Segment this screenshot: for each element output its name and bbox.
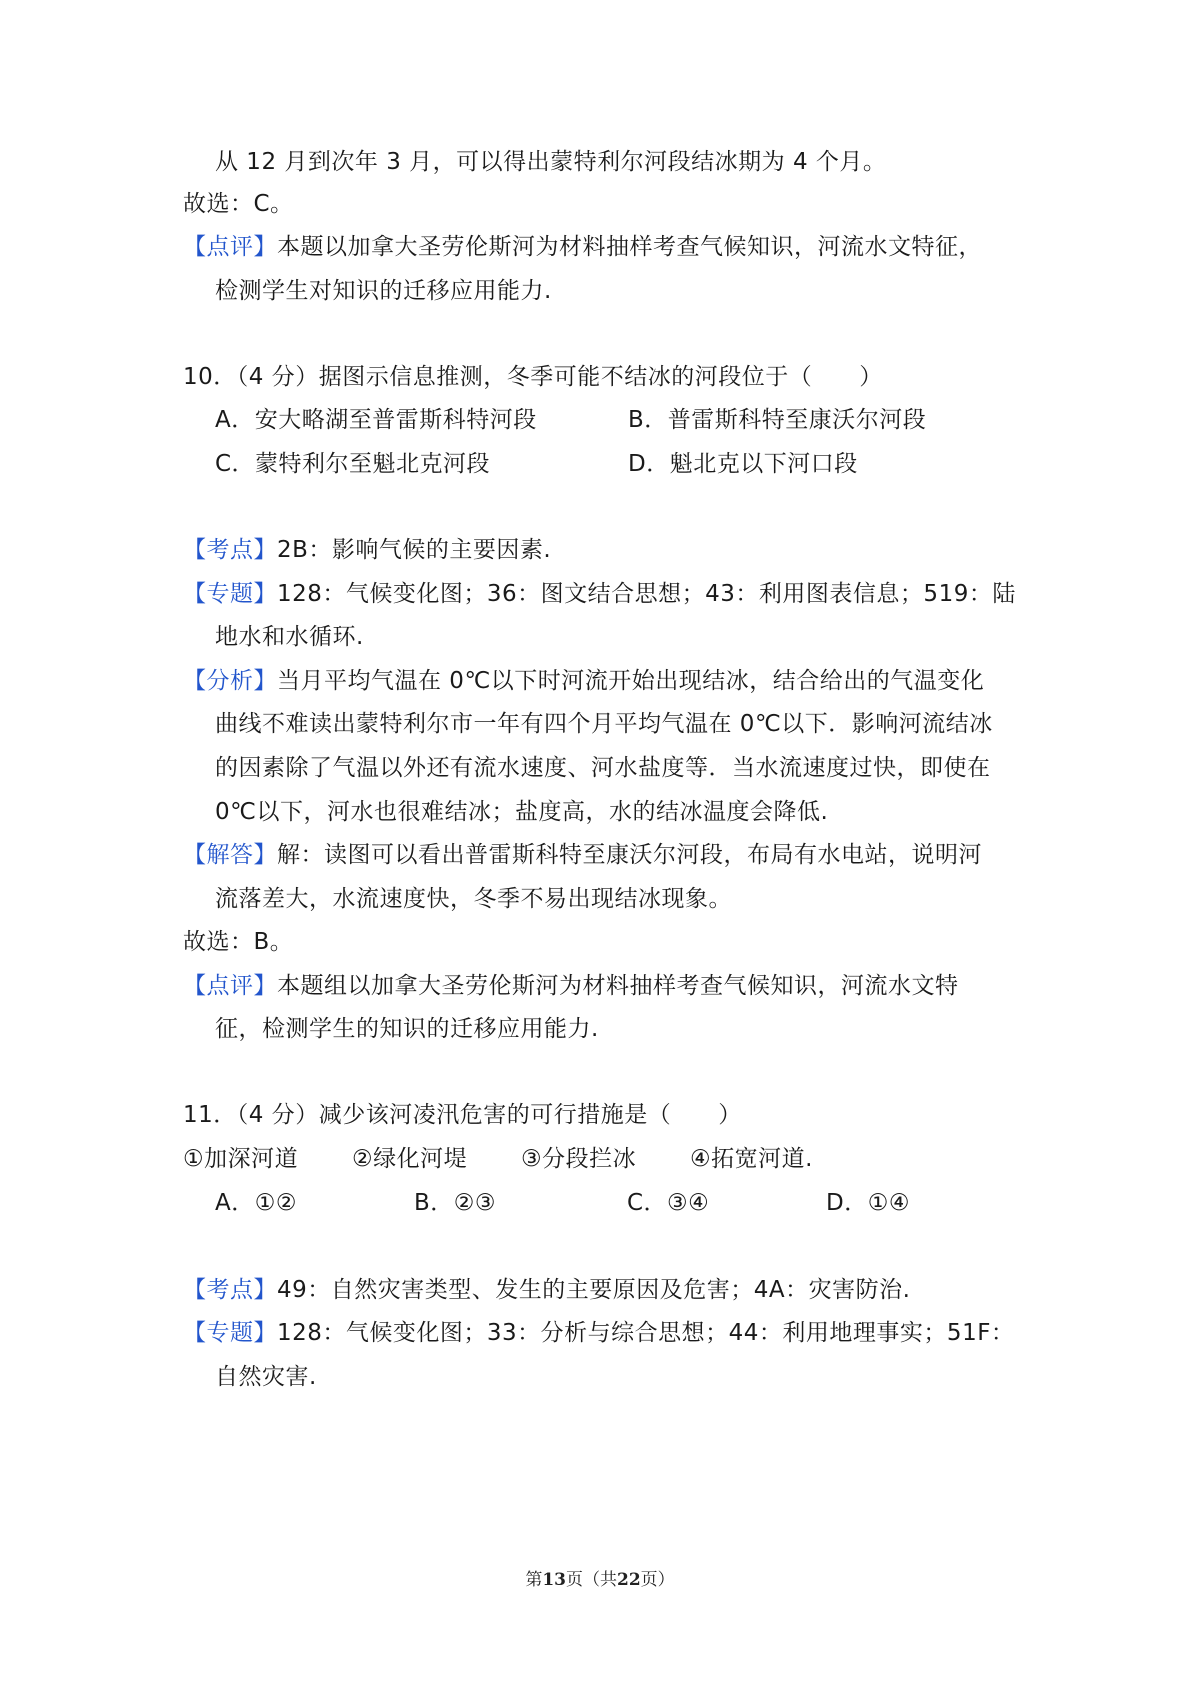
kaodian-text: 2B：影响气候的主要因素. [277, 537, 552, 563]
q10-option-c: C．蒙特利尔至魁北克河段 [215, 451, 491, 477]
q9-analysis-end: 从 12 月到次年 3 月，可以得出蒙特利尔河段结冰期为 4 个月。 [215, 149, 887, 175]
q9-comment-cont: 检测学生对知识的迁移应用能力. [215, 278, 552, 304]
kaodian-text: 49：自然灾害类型、发生的主要原因及危害；4A：灾害防治. [277, 1277, 911, 1303]
q10-zhuanti [183, 579, 1016, 609]
q10-fenxi-l4: 0℃以下，河水也很难结冰；盐度高，水的结冰温度会降低. [215, 799, 829, 825]
comment-text: 本题以加拿大圣劳伦斯河为材料抽样考查气候知识，河流水文特征， [277, 234, 982, 260]
q11-measure-3: ③分段拦冰 [521, 1146, 637, 1172]
q10-stem: 10．（4 分）据图示信息推测，冬季可能不结冰的河段位于（ ） [183, 364, 883, 390]
q10-jieda [183, 840, 982, 870]
footer-middle: 页（共 [566, 1570, 617, 1590]
q11-measure-2: ②绿化河堤 [352, 1146, 468, 1172]
comment-tag: 【点评】 [183, 234, 277, 260]
fenxi-tag: 【分析】 [183, 668, 277, 694]
q9-comment [183, 232, 982, 262]
q10-option-b: B．普雷斯科特至康沃尔河段 [628, 407, 927, 433]
q11-stem: 11．（4 分）减少该河凌汛危害的可行措施是（ ） [183, 1102, 742, 1128]
page-footer [0, 1565, 1200, 1590]
page-number: 13 [542, 1570, 566, 1590]
q10-answer: 故选：B。 [183, 929, 294, 955]
q10-option-d: D．魁北克以下河口段 [628, 451, 858, 477]
total-pages: 22 [617, 1570, 641, 1590]
jieda-tag: 【解答】 [183, 842, 277, 868]
q10-jieda-l2: 流落差大，水流速度快，冬季不易出现结冰现象。 [215, 886, 732, 912]
q10-kaodian [183, 535, 551, 565]
dianping-text: 本题组以加拿大圣劳伦斯河为材料抽样考查气候知识，河流水文特 [277, 973, 959, 999]
q10-fenxi [183, 666, 984, 696]
q9-answer: 故选：C。 [183, 191, 294, 217]
q10-dianping [183, 971, 959, 1001]
q10-fenxi-l2: 曲线不难读出蒙特利尔市一年有四个月平均气温在 0℃以下．影响河流结冰 [215, 711, 993, 737]
q11-kaodian [183, 1275, 910, 1305]
q10-dianping-l2: 征，检测学生的知识的迁移应用能力. [215, 1016, 599, 1042]
q11-measure-4: ④拓宽河道. [690, 1146, 813, 1172]
kaodian-tag: 【考点】 [183, 1277, 277, 1303]
q11-option-a: A．①② [215, 1190, 297, 1216]
q10-option-a: A．安大略湖至普雷斯科特河段 [215, 407, 537, 433]
q10-fenxi-l3: 的因素除了气温以外还有流水速度、河水盐度等．当水流速度过快，即使在 [215, 755, 991, 781]
footer-suffix: 页） [640, 1570, 675, 1590]
zhuanti-tag: 【专题】 [183, 581, 277, 607]
q11-option-b: B．②③ [414, 1190, 497, 1216]
zhuanti-tag: 【专题】 [183, 1320, 277, 1346]
jieda-text: 解：读图可以看出普雷斯科特至康沃尔河段，布局有水电站，说明河 [277, 842, 982, 868]
dianping-tag: 【点评】 [183, 973, 277, 999]
q11-option-c: C．③④ [627, 1190, 710, 1216]
footer-prefix: 第 [525, 1570, 543, 1590]
q11-measure-1: ①加深河道 [183, 1146, 299, 1172]
q11-option-d: D．①④ [826, 1190, 910, 1216]
q11-zhuanti-cont: 自然灾害. [215, 1364, 317, 1390]
q10-zhuanti-cont: 地水和水循环. [215, 624, 364, 650]
fenxi-text: 当月平均气温在 0℃以下时河流开始出现结冰，结合给出的气温变化 [277, 668, 985, 694]
q11-zhuanti [183, 1318, 1014, 1348]
kaodian-tag: 【考点】 [183, 537, 277, 563]
zhuanti-text: 128：气候变化图；36：图文结合思想；43：利用图表信息；519：陆 [277, 581, 1016, 607]
zhuanti-text: 128：气候变化图；33：分析与综合思想；44：利用地理事实；51F： [277, 1320, 1015, 1346]
